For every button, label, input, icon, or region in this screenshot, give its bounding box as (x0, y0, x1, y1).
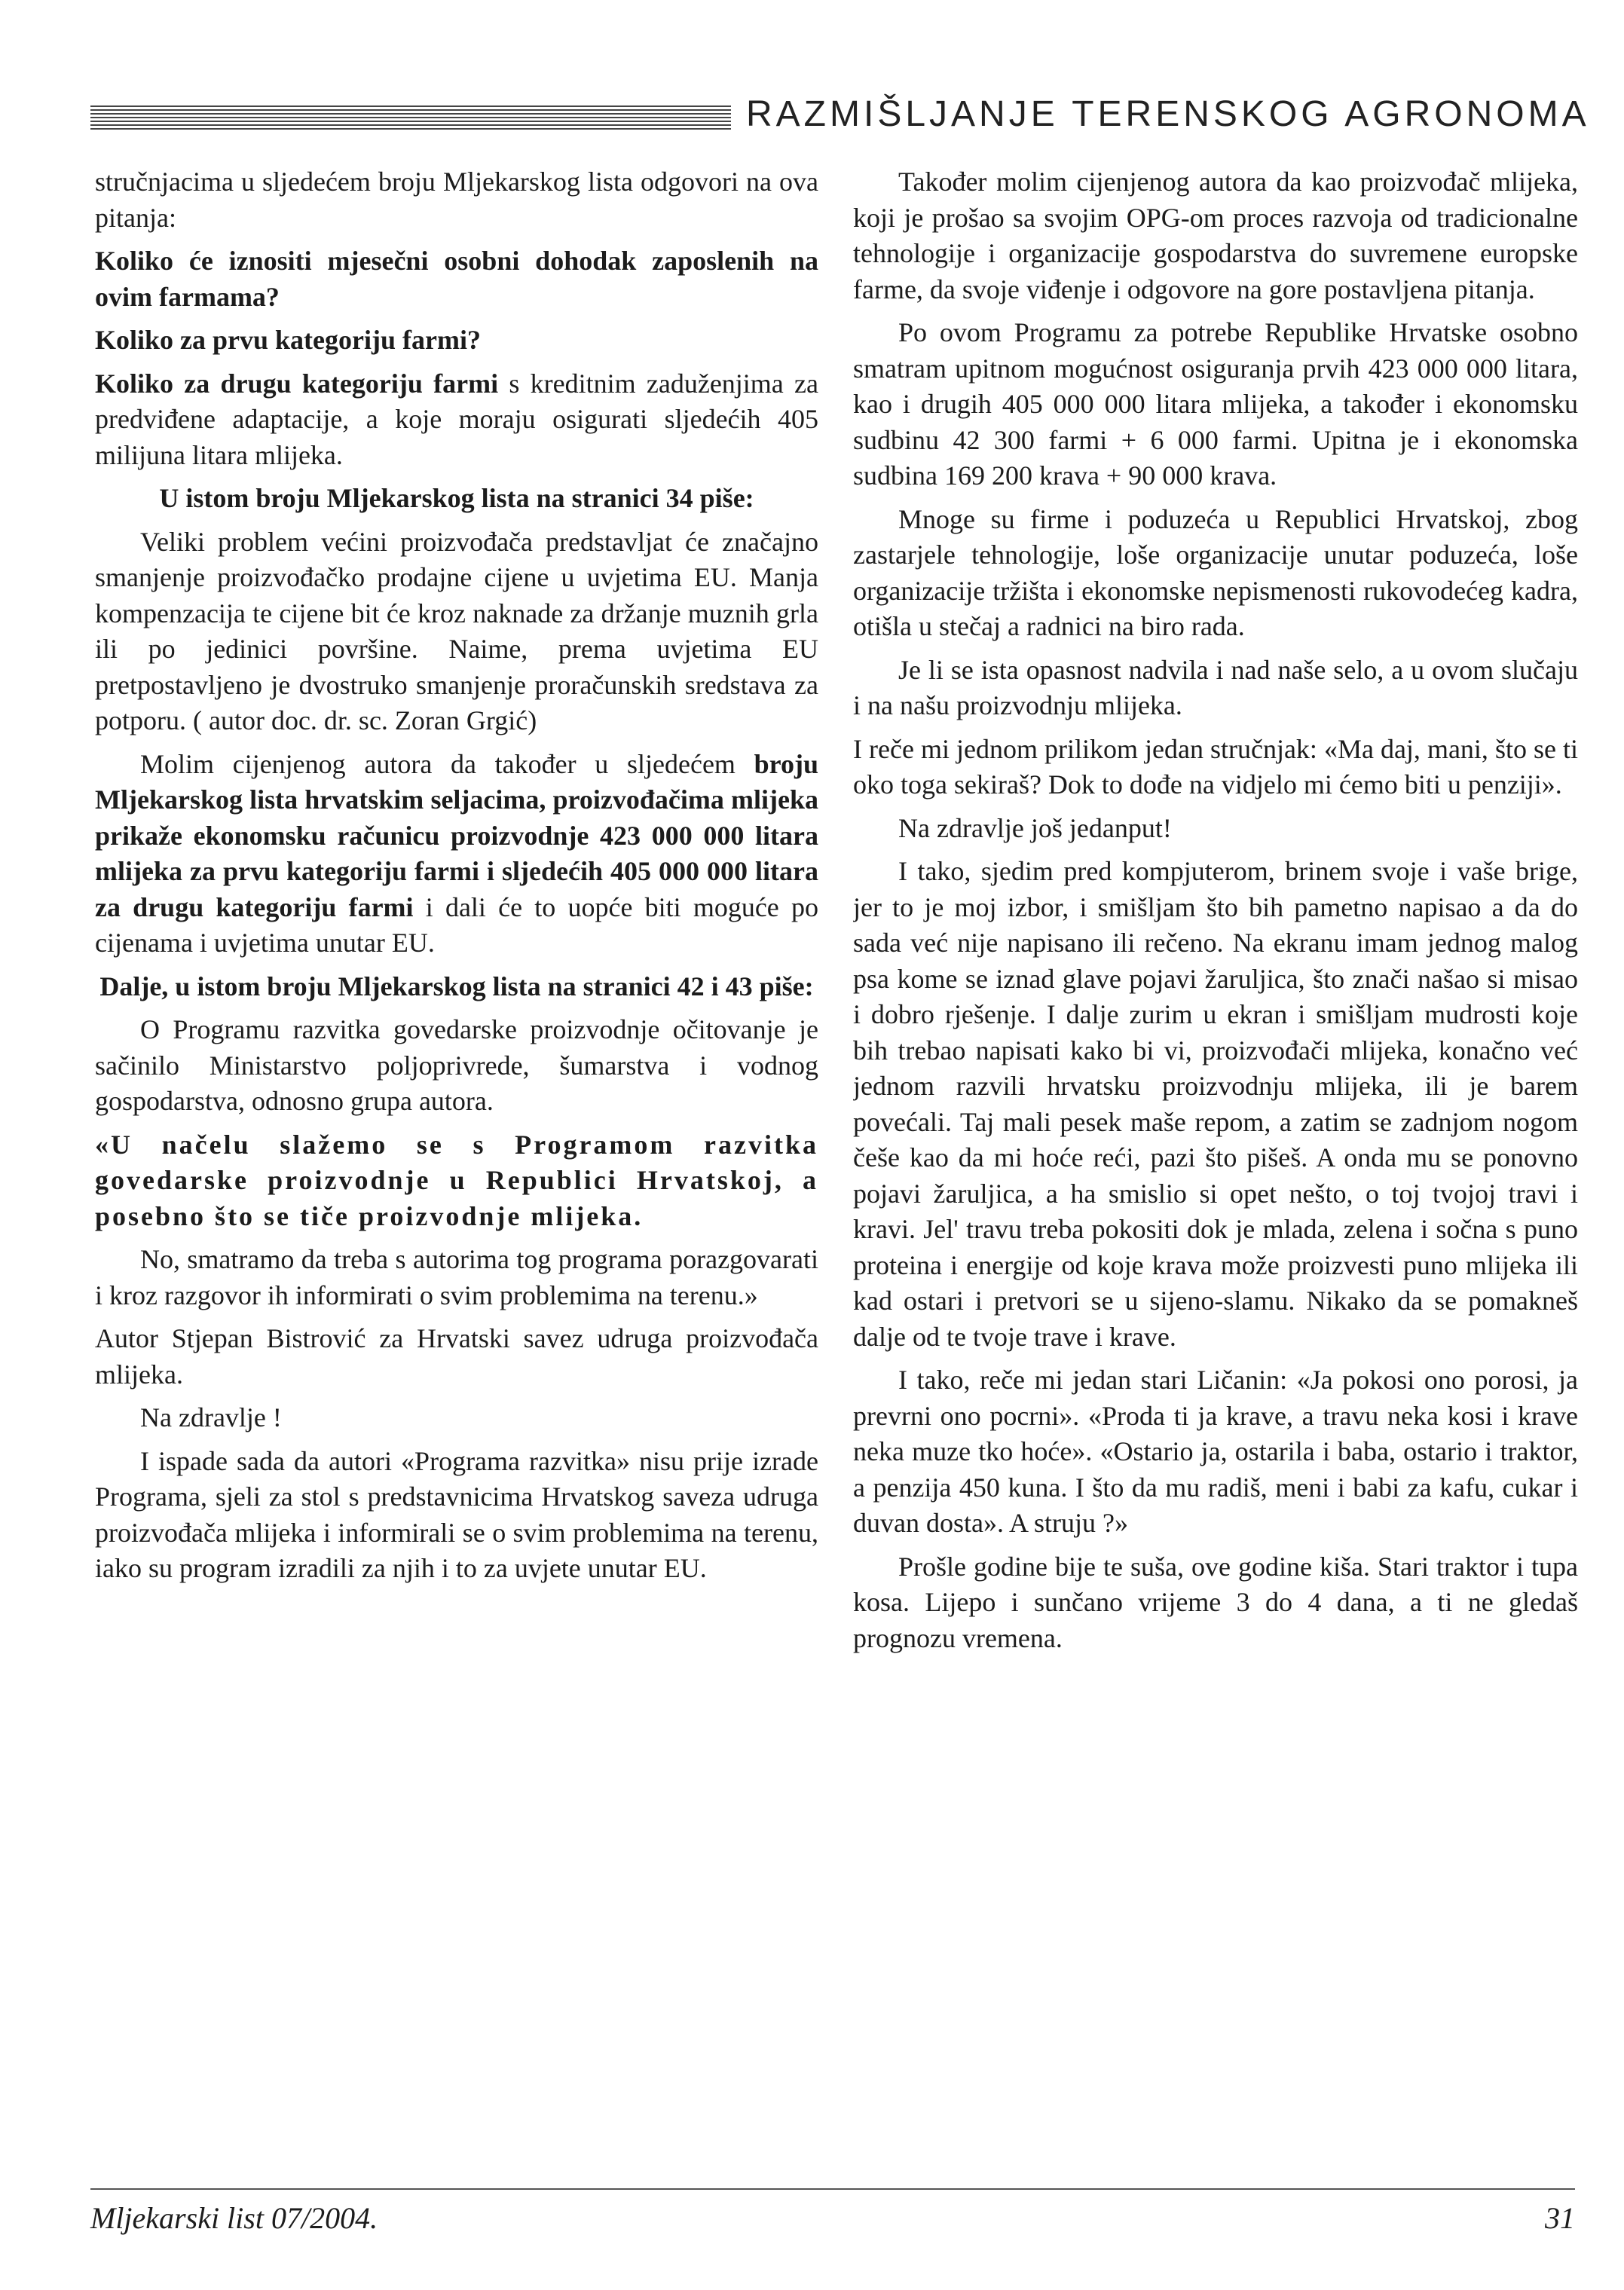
quote: O Programu razvitka govedarske proizvodnje očitovanje je sačinilo Ministarstvo poljoprivrede, šumarstva i vodnog gospodarstva, odnosno grupa autora. (95, 1014, 818, 1116)
request-end: i dali će to uopće biti moguće po cijenama i uvjetima unutar EU. (95, 891, 818, 958)
section-heading: U istom broju Mljekarskog lista na stranici 34 piše: (159, 483, 754, 513)
paragraph: Na zdravlje još jedanput! (898, 812, 1172, 843)
request-bold: broju Mljekarskog lista hrvatskim seljacima, proizvođačima mlijeka prikaže ekonomsku računicu proizvodnje 423 000 000 litara mlijeka za prvu kategoriju farmi i sljedećih 405 000 000 litara za drugu kategoriju farmi (95, 748, 818, 922)
question-bold: Koliko za drugu kategoriju farmi (95, 368, 499, 399)
paragraph: Po ovom Programu za potrebe Republike Hrvatske osobno smatram upitnom mogućnost osiguranja prvih 423 000 000 litara, kao i drugih 405 000 000 litara mlijeka, a također i ekonomsku sudbinu 42 300 farmi + 6 000 farmi. Upitna je i ekonomska sudbina 169 200 krava + 90 000 krava. (853, 317, 1578, 491)
paragraph: I tako, reče mi jedan stari Ličanin: «Ja pokosi ono porosi, ja prevrni ono pocrni». «Proda ti ja krave, a travu neka kosi i krave neka muze tko hoće». «Ostario ja, ostarila i baba, ostario i traktor, a penzija 450 kuna. I što da mu radiš, meni i babi za kafu, cukar i duvan dosta». A struju ?» (853, 1365, 1578, 1538)
question-rest: s kreditnim zaduženjima za predviđene adaptacije, a koje moraju osigurati sljedećih 405 milijuna litara mlijeka. (95, 368, 818, 470)
quote-bold: «U načelu slažemo se s Programom razvitka govedarske proizvodnje u Republici Hrvatskoj, a posebno što se tiče proizvodnje mlijeka. (95, 1129, 818, 1231)
running-head: RAZMIŠLJANJE TERENSKOG AGRONOMA (746, 94, 1590, 134)
paragraph: I tako, sjedim pred kompjuterom, brinem svoje i vaše brige, jer to je moj izbor, i smišljam što bih pametno napisao a da do sada već nije napisano ili rečeno. Na ekranu imam jednog malog psa kome se iznad glave pojavi žaruljica, što znači našao si misao i dobro rješenje. I dalje zurim u ekran i smišljam mudrosti koje bih trebao napisati kako bi vi, proizvođači mlijeka, konačno već jednom razvili hrvatsku proizvodnju mlijeka, ili je barem povećali. Taj mali pesek maše repom, a zatim se zadnjom nogom češe kao da mi hoće reći, pazi što pišeš. A onda mu se ponovno pojavi žaruljica, a ha smislio si opet nešto, o toj tvojoj travi i kravi. Jel' travu treba pokositi dok je mlada, zelena i sočna s puno proteina i energije od koje krava može proizvesti puno mlijeka ili kad ostari i pretvori se u sijeno-slamu. Nikako da se pomakneš dalje od te tvoje trave i krave. (853, 856, 1578, 1352)
paragraph: Također molim cijenjenog autora da kao proizvođač mlijeka, koji je prošao sa svojim OPG-om proces razvoja od tradicionalne tehnologije i organizacije gospodarstva do suvremene europske farme, da svoje viđenje i odgovore na gore postavljena pitanja. (853, 167, 1578, 304)
author-line: Autor Stjepan Bistrović za Hrvatski savez udruga proizvođača mlijeka. (95, 1323, 818, 1390)
journal-issue: Mljekarski list 07/2004. (90, 2201, 378, 2235)
paragraph: I ispade sada da autori «Programa razvitka» nisu prije izrade Programa, sjeli za stol s predstavnicima Hrvatskog saveza udruga proizvođača mlijeka i informirali se o svim problemima na terenu, iako su program izradili za njih i to za uvjete unutar EU. (95, 1445, 818, 1583)
section-heading: Dalje, u istom broju Mljekarskog lista na stranici 42 i 43 piše: (99, 971, 814, 1001)
paragraph: stručnjacima u sljedećem broju Mljekarskog lista odgovori na ova pitanja: (95, 167, 818, 233)
header-rule (90, 105, 731, 131)
question (95, 366, 818, 474)
paragraph: Prošle godine bije te suša, ove godine kiša. Stari traktor i tupa kosa. Lijepo i sunčano vrijeme 3 do 4 dana, a ti ne gledaš prognozu vremena. (853, 1551, 1578, 1653)
request-paragraph (95, 747, 818, 962)
request-start: Molim cijenjenog autora da također u sljedećem (140, 748, 754, 779)
page-number: 31 (1545, 2201, 1575, 2235)
quote: No, smatramo da treba s autorima tog programa porazgovarati i kroz razgovor ih informirati o svim problemima na terenu.» (95, 1244, 818, 1310)
quote: Veliki problem većini proizvođača predstavljat će značajno smanjenje proizvođačko prodajne cijene u uvjetima EU. Manja kompenzacija te cijene bit će kroz naknade za držanje muznih grla ili po jedinici površine. Naime, prema uvjetima EU pretpostavljeno je dvostruko smanjenje proračunskih sredstava za potporu. ( autor doc. dr. sc. Zoran Grgić) (95, 526, 818, 735)
question: Koliko za prvu kategoriju farmi? (95, 325, 481, 355)
footer-rule (90, 2188, 1575, 2190)
cheers: Na zdravlje ! (140, 1402, 282, 1432)
right-column (853, 164, 1578, 2214)
question: Koliko će iznositi mjesečni osobni dohodak zaposlenih na ovim farmama? (95, 246, 818, 312)
paragraph: I reče mi jednom prilikom jedan stručnjak: «Ma daj, mani, što se ti oko toga sekiraš? Dok to dođe na vidjelo mi ćemo biti u penziji». (853, 733, 1578, 800)
paragraph: Je li se ista opasnost nadvila i nad naše selo, a u ovom slučaju i na našu proizvodnju mlijeka. (853, 654, 1578, 720)
left-column (95, 164, 818, 2214)
paragraph: Mnoge su firme i poduzeća u Republici Hrvatskoj, zbog zastarjele tehnologije, loše organizacije unutar poduzeća, loše organizacije tržišta i ekonomske nepismenosti rukovodećeg kadra, otišla u stečaj a radnici na biro rada. (853, 503, 1578, 641)
